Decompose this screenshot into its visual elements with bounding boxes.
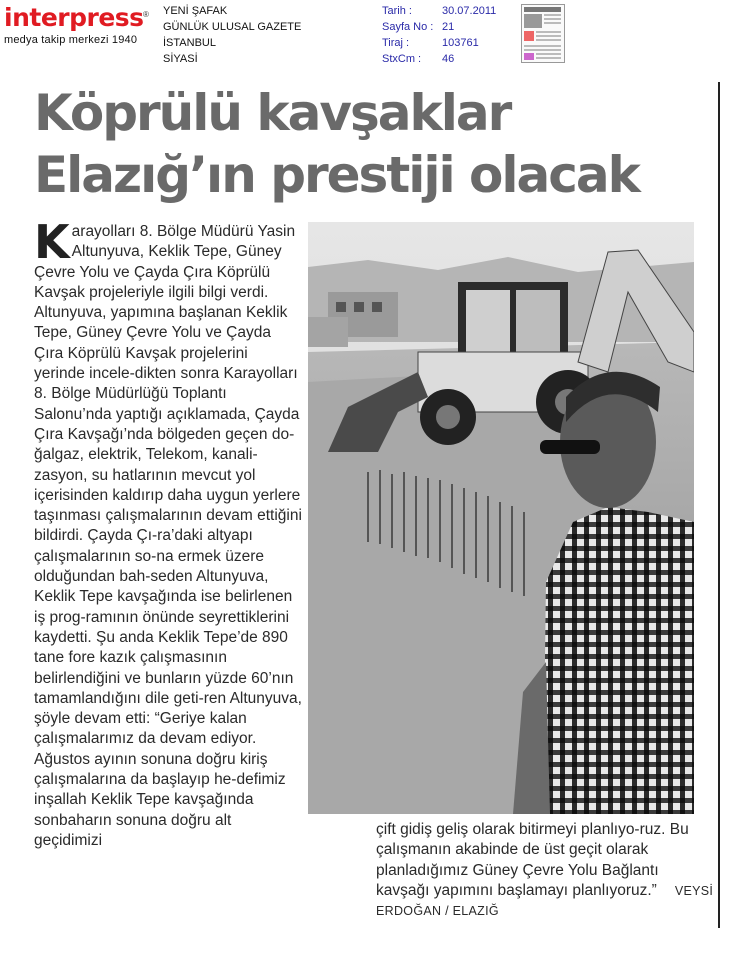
logo-wordmark: interpress — [4, 3, 144, 32]
meta-label: StxCm : — [382, 53, 422, 65]
meta-value: 21 — [442, 21, 455, 33]
meta-value: 103761 — [442, 37, 479, 49]
publication-info — [163, 3, 301, 67]
headline-line-2: Elazığ’ın prestiji olacak — [34, 146, 639, 204]
construction-site-image — [308, 222, 694, 814]
meta-value: 46 — [442, 53, 455, 65]
article-body-column-2 — [376, 820, 716, 921]
clipping-meta — [382, 3, 496, 67]
article-photo — [308, 222, 694, 814]
article-headline — [34, 82, 639, 206]
publication-type: GÜNLÜK ULUSAL GAZETE — [163, 21, 302, 33]
publication-section: SİYASİ — [163, 53, 198, 65]
meta-label: Sayfa No : — [382, 21, 434, 33]
interpress-logo — [4, 4, 154, 48]
meta-row-circulation — [382, 35, 496, 51]
publication-city: İSTANBUL — [163, 37, 216, 49]
body-text-col1: arayolları 8. Bölge Müdürü Yasin Altunyuva, Keklik Tepe, Güney Çevre Yolu ve Çayda Çıra Köprülü Kavşak projeleriyle ilgili bilgi verdi. Altunyuva, yapımına başlanan Keklik Tepe, Güney Çevre Yolu ve Çayda Çıra Köprülü Kavşak projelerini yerinde incele-dikten sonra Karayolları 8. Bölge Müdürlüğü Toplantı Salonu’nda yaptığı açıklamada, Çayda Çıra Kavşağı’nda bölgeden geçen do-ğalgaz, elektrik, Telekom, kanali-zasyon, su hatlarının mevcut yol içerisinden kaldırıp daha uygun yerlere taşınması çalışmalarının devam ettiğini bildirdi. Çayda Çı-ra’daki altyapı çalışmalarının so-na ermek üzere olduğundan bah-seden Altunyuva, Keklik Tepe kavşağında ise belirlenen iş prog-ramının önünde seyrettiklerini kaydetti. Şu anda Keklik Tepe’de 890 tane fore kazık çalışmasının belirlendiğini ve bunların yüzde 60’nın tamamlandığını dile geti-ren Altunyuva, şöyle devam etti: “Geriye kalan çalışmalarımız da devam ediyor. Ağustos ayının sonuna doğru kiriş çalışmalarına da başlayıp he-defimiz inşallah Keklik Tepe kavşağında sonbaharın sonuna doğru alt geçidimizi — [34, 223, 302, 849]
column-rule — [718, 82, 720, 928]
page-thumbnail — [521, 4, 565, 63]
logo-tagline: medya takip merkezi 1940 — [4, 34, 138, 46]
drop-cap: K — [34, 215, 70, 269]
body-text-col2: çift gidiş geliş olarak bitirmeyi planlıyo-ruz. Bu çalışmanın akabinde de üst geçit olarak planladığımız Güney Çevre Yolu Bağlantı kavşağı yapımını başlamayı planlıyoruz.” — [376, 821, 689, 899]
meta-label: Tiraj : — [382, 37, 410, 49]
registered-mark: ® — [143, 10, 149, 19]
meta-label: Tarih : — [382, 5, 412, 17]
meta-row-page — [382, 19, 496, 35]
article-byline: VEYSİ ERDOĞAN / ELAZIĞ — [376, 883, 714, 919]
headline-line-1: Köprülü kavşaklar — [34, 84, 511, 142]
meta-value: 30.07.2011 — [442, 5, 497, 17]
meta-row-stxcm — [382, 51, 496, 67]
publication-name: YENİ ŞAFAK — [163, 5, 228, 17]
article-body-column-1 — [34, 215, 302, 851]
meta-row-date — [382, 3, 496, 19]
